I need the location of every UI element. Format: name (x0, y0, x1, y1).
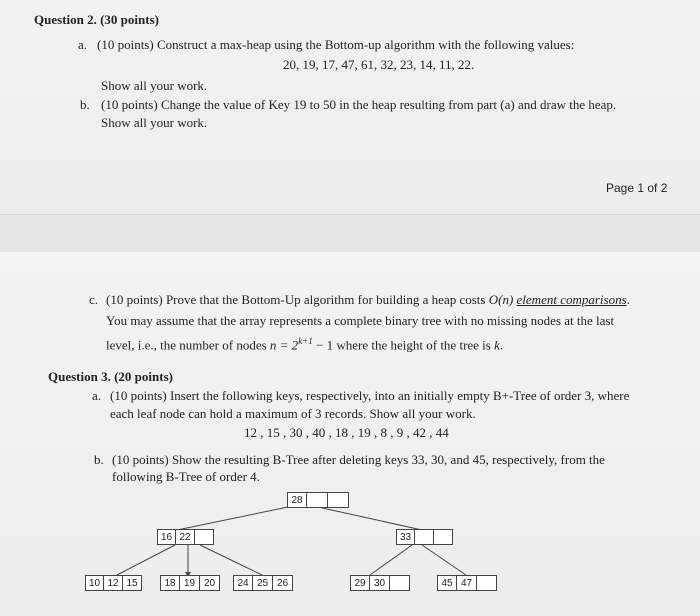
q2-c-math: O(n) (488, 292, 514, 307)
q2-c-text-3b: where the height of the tree is (333, 337, 495, 353)
q2-c-text-1: (10 points) Prove that the Bottom-Up algorithm for building a heap costs (106, 292, 489, 307)
q2-a-label: a. (78, 37, 88, 52)
q2-b-text: (10 points) Change the value of Key 19 to 50 in the heap resulting from part (a) and draw the heap. (101, 97, 617, 112)
btree-key (415, 529, 434, 545)
q3-b-line-2: following B-Tree of order 4. (112, 469, 260, 484)
btree-key: 12 (104, 575, 123, 591)
edge-root-left (177, 507, 288, 530)
edge-right-leaf5 (422, 545, 466, 575)
btree-key (195, 529, 214, 545)
btree-key: 29 (350, 575, 370, 591)
q3-b-label: b. (94, 452, 104, 467)
btree-leaf-3 (233, 575, 293, 591)
question-3-title: Question 3. (20 points) (48, 369, 173, 384)
q2-c-line-1: (10 points) Prove that the Bottom-Up algorithm for building a heap costs O(n) element comparisons. (106, 292, 630, 307)
btree-key: 15 (123, 575, 142, 591)
btree-key: 28 (287, 492, 307, 508)
btree-key: 10 (85, 575, 104, 591)
q2-c-emphasis: element comparisons (516, 292, 627, 307)
edge-left-leaf1 (117, 545, 175, 575)
page-number: Page 1 of 2 (606, 181, 668, 195)
btree-key: 30 (370, 575, 390, 591)
btree-leaf-5 (437, 575, 497, 591)
q2-values: 20, 19, 17, 47, 61, 32, 23, 14, 11, 22. (283, 57, 475, 72)
q2-c-label: c. (89, 292, 99, 307)
btree-key: 20 (200, 575, 220, 591)
q2-c-sup: k+1 (298, 336, 313, 346)
btree-right-internal-node (396, 529, 453, 545)
q3-a-label: a. (92, 388, 102, 403)
q3-b-line-1: (10 points) Show the resulting B-Tree after deleting keys 33, 30, and 45, respectively, from the (112, 452, 605, 467)
btree-key (477, 575, 497, 591)
q2-b-label: b. (80, 97, 90, 112)
btree-key: 16 (157, 529, 176, 545)
q2-c-period: . (499, 337, 504, 353)
q2-b-work: Show all your work. (101, 115, 208, 130)
q2-c-line-2: You may assume that the array represents a complete binary tree with no missing nodes at the last (106, 313, 615, 328)
btree-key: 26 (273, 575, 293, 591)
btree-key: 47 (457, 575, 477, 591)
q3-keys: 12 , 15 , 30 , 40 , 18 , 19 , 8 , 9 , 42 , 44 (244, 425, 449, 440)
q2-c-formula-end: − 1 (312, 337, 334, 353)
btree-key: 45 (437, 575, 457, 591)
q2-c-k: k (494, 337, 500, 353)
question-2-title: Question 2. (30 points) (34, 12, 159, 27)
btree-left-internal-node (157, 529, 214, 545)
btree-key: 33 (396, 529, 415, 545)
btree-key: 25 (253, 575, 273, 591)
btree-leaf-2 (160, 575, 220, 591)
q3-a-line-1: (10 points) Insert the following keys, respectively, into an initially empty B+-Tree of order 3, where (110, 388, 630, 403)
q2-c-formula: n = 2 (269, 337, 299, 353)
q3-a-line-2: each leaf node can hold a maximum of 3 records. Show all your work. (110, 406, 476, 421)
edge-right-leaf3 (200, 545, 262, 575)
btree-key: 19 (180, 575, 200, 591)
q2-c-text-3a: level, i.e., the number of nodes (106, 337, 270, 353)
btree-root-node (287, 492, 349, 508)
btree-key (307, 492, 328, 508)
btree-key (434, 529, 453, 545)
btree-key: 18 (160, 575, 180, 591)
q2-a-text: (10 points) Construct a max-heap using the Bottom-up algorithm with the following values: (97, 37, 575, 52)
edge-right-leaf4 (370, 545, 412, 575)
btree-leaf-4 (350, 575, 410, 591)
btree-key: 24 (233, 575, 253, 591)
q2-a-work: Show all your work. (101, 78, 208, 93)
edge-root-right (318, 507, 422, 530)
btree-key (328, 492, 349, 508)
btree-key (390, 575, 410, 591)
btree-leaf-1 (85, 575, 142, 591)
btree-key: 22 (176, 529, 195, 545)
